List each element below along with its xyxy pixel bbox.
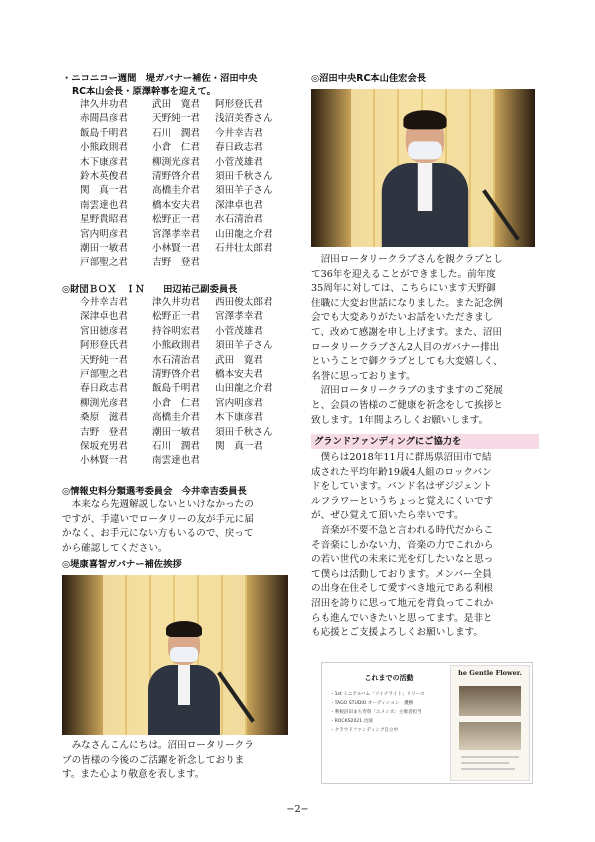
tsutsumi-body [62,739,294,783]
member-name: 戸部聖之君 [80,369,128,381]
name-row [80,184,294,198]
grand-line: 沼田を誇りに思って地元を背負ってこれか [311,597,494,609]
name-row [80,156,294,170]
name-row [80,213,294,227]
member-name: 今井幸吉君 [215,127,263,139]
flyer-text [330,673,448,736]
member-name: 吉野 登君 [80,426,128,438]
name-row [80,411,294,425]
info-body [62,498,294,556]
member-name: 潮田一敏君 [80,243,128,255]
member-name: 橋本安夫君 [215,369,263,381]
name-row [80,354,294,368]
member-name: 星野貴昭君 [80,214,128,226]
member-name: 鈴木英俊君 [80,171,128,183]
member-name: 津久井功君 [80,99,128,110]
grand-line: も応援とご支援よろしくお願いします。 [311,627,483,639]
name-row [80,98,294,112]
member-name: 今井幸吉君 [80,297,128,308]
name-row [80,440,294,454]
name-row [80,454,294,468]
member-name: 柳渕光彦君 [80,397,128,409]
info-line: 本来なら先週解説しないといけなかったの [71,499,254,510]
grand-section [311,434,539,641]
nico-heading [62,72,294,98]
name-row [80,368,294,382]
flyer-item: ・ROCKS2021 出演 [330,719,373,724]
name-row [80,310,294,324]
speaker-figure [382,115,468,247]
member-name: 飯島千明君 [80,127,128,139]
motoyama-section [311,72,539,428]
member-name: 関 真一君 [215,441,263,453]
motoyama-line: 沼田ロータリークラブさんを親クラブとし [320,254,503,265]
box-section [62,283,294,469]
member-name: 阿形登氏君 [80,340,128,352]
member-name: 石井壮太郎君 [215,243,273,255]
member-name: 高橋圭介君 [152,185,200,197]
flyer-item: ・1st ミニアルバム「ソイナライト」リリース [330,692,425,697]
motoyama-line: 35周年に対しては、こちらにいます天野御 [311,283,496,295]
member-name: 松野正一君 [152,311,200,323]
grand-line: 成された平均年齢19歳4人組のロックバン [311,466,492,478]
member-name: 南雲達也君 [80,199,128,211]
motoyama-heading: ◎沼田中央RC本山佳宏会長 [311,73,427,84]
motoyama-line: と、会員の皆様のご健康を祈念をして挨拶と [311,399,503,411]
member-name: 小林賢一君 [80,455,128,467]
name-row [80,112,294,126]
member-name: 橋本安夫君 [152,199,200,211]
name-row [80,426,294,440]
nico-section [62,72,294,271]
member-name: 柳渕光彦君 [152,156,200,168]
motoyama-line: 致します。1年間よろしくお願いします。 [311,414,489,426]
member-name: 水石清治君 [215,214,263,226]
member-name: 小林賢一君 [152,243,200,255]
name-row [80,339,294,353]
grand-line: らも進んでいきたいと思ってます。是非と [311,612,493,624]
member-name: 持谷明宏君 [152,325,200,337]
band-photo [459,686,521,716]
member-name: 天野純一君 [80,354,128,366]
name-row [80,382,294,396]
member-name: 吉野 登君 [152,257,200,269]
member-name: 高橋圭介君 [152,412,200,424]
member-name: 須田羊子さん [215,340,273,352]
member-name: 宮田徳彦君 [80,325,128,337]
member-name: 飯島千明君 [152,383,200,395]
member-name: 武田 寛君 [152,99,200,110]
box-name-list [80,296,294,469]
member-name: 春日政志君 [80,383,128,395]
info-line: ですが、手違いでロータリーの友が手元に届 [62,513,254,525]
member-name: 宮澤孝幸君 [215,311,263,323]
member-name: 小倉 仁君 [152,142,200,154]
nico-name-list [80,98,294,271]
member-name: 山田龍之介君 [215,228,273,240]
member-name: 小熊政則君 [152,340,200,352]
member-name: 桑原 滋君 [80,412,128,424]
member-name: 小熊政則君 [80,142,128,154]
band-photo [459,722,521,750]
member-name: 浅沼美香さん [215,113,273,125]
member-name: 小菅茂雄君 [215,325,263,337]
member-name [215,454,294,468]
name-row [80,242,294,256]
band-poster [450,665,530,781]
name-row [80,141,294,155]
grand-heading: グランドファンディングにご協力を [311,434,539,449]
band-name: he Gentle Flower. [458,669,522,677]
motoyama-line: 会でも大変ありがたいお話をいただきまし [311,312,494,324]
member-name: 宮澤孝幸君 [152,228,200,240]
motoyama-line: ロータリークラブさん2人目のガバナー排出 [311,341,500,353]
member-name: 西田俊太郎君 [215,297,273,308]
flyer-title: これまでの活動 [364,674,414,682]
member-name: 清野啓介君 [152,171,200,183]
name-row [80,228,294,242]
grand-line: 音楽が不要不急と言われる時代だからこ [320,524,494,536]
member-name: 須田千秋さん [215,171,273,183]
motoyama-body [311,253,539,428]
motoyama-line: て36年を迎えることができました。前年度 [311,268,496,280]
member-name: 須田羊子さん [215,185,273,197]
member-name [215,256,294,270]
member-name: 深津卓也君 [215,199,263,211]
member-name: 山田龍之介君 [215,383,273,395]
member-name: 武田 寛君 [215,354,263,366]
member-name: 石川 潤君 [152,441,200,453]
motoyama-line: 住職に大変お世話になりました。また記念例 [311,297,503,309]
motoyama-line: 名誉に思っております。 [311,370,416,382]
member-name: 宮内明彦君 [80,228,128,240]
member-name: 清野啓介君 [152,369,200,381]
member-name: 須田千秋さん [215,426,273,438]
member-name: 阿形登氏君 [215,99,263,110]
member-name: 木下康彦君 [215,412,263,424]
member-name: 石川 潤君 [152,127,200,139]
grand-line: が、ぜひ覚えて頂いたら幸いです。 [311,510,464,522]
name-row [80,170,294,184]
member-name: 深津卓也君 [80,311,128,323]
member-name: 松野正一君 [152,214,200,226]
member-name: 南雲達也君 [152,455,200,467]
member-name: 津久井功君 [152,297,200,308]
grand-line: 僕らは2018年11月に群馬県沼田市で結 [320,452,492,463]
page-number: −2− [286,804,309,815]
info-line: から確認してください。 [62,542,168,554]
flyer-item: ・クラウドファンディング自立中 [330,728,399,733]
motoyama-line: て、改めて感謝を申し上げます。また、沼田 [311,326,502,338]
flyer-item: ・TAGO STUDIO オーディション 優勝 [330,701,414,706]
grand-line: そ音楽にしかない力、音楽の力でこれから [311,539,494,551]
info-heading: ◎情報史料分類選考委員会 今井幸吉委員長 [62,486,247,497]
name-row [80,296,294,310]
info-line: かなく、お手元にない方もいるので、戻って [62,528,254,540]
member-name: 潮田一敏君 [152,426,200,438]
name-row [80,397,294,411]
member-name: 保坂充男君 [80,441,128,453]
member-name: 小倉 仁君 [152,397,200,409]
member-name: 関 真一君 [80,185,128,197]
speaker-figure [148,625,220,735]
member-name: 宮内明彦君 [215,397,263,409]
member-name: 戸部聖之君 [80,257,128,269]
box-heading: ◎財団ＢＯＸ ＩＮ 田辺祐己副委員長 [62,284,238,295]
tsutsumi-line: ブの皆様の今後のご活躍を祈念しておりま [62,754,245,766]
nico-heading-line1: ・ニコニコー週間 堤ガバナー補佐・沼田中央 [62,73,258,84]
name-row [80,127,294,141]
motoyama-line: ということで御クラブとしても大変嬉しく、 [311,356,503,368]
grand-line: の若い世代の未来に光を灯したいなと思っ [311,554,494,566]
info-section [62,485,294,556]
name-row [80,325,294,339]
name-row [80,256,294,270]
flyer-item: ・利根沼田まち寿祭「ユメシズ」主催者担当 [330,710,422,715]
grand-line: ドをしています。バンド名はザジジェント [311,481,492,493]
motoyama-line: 沼田ロータリークラブのますますのご発展 [320,385,503,397]
tsutsumi-photo [62,575,288,735]
motoyama-photo [311,89,535,247]
nico-heading-line2: RC本山会長・原澤幹事を迎えて。 [72,86,216,97]
grand-line: て僕らは活動しております。メンバー全員 [311,568,492,580]
tsutsumi-heading: ◎堤康喜智ガバナー補佐挨拶 [62,559,182,570]
activity-flyer [321,662,533,784]
member-name: 天野純一君 [152,113,200,125]
member-name: 水石清治君 [152,354,200,366]
grand-body [311,451,539,641]
name-row [80,199,294,213]
grand-line: ルフラワーというちょっと覚えにくいです [311,495,494,507]
grand-line: の出身在住そして愛すべき地元である利根 [311,583,494,595]
member-name: 春日政志君 [215,142,263,154]
tsutsumi-line: す。また心より敬意を表します。 [62,769,205,781]
tsutsumi-section [62,558,294,783]
member-name: 赤間昌彦君 [80,113,128,125]
member-name: 木下康彦君 [80,156,128,168]
tsutsumi-line: みなさんこんにちは。沼田ロータリークラ [71,740,254,751]
member-name: 小菅茂雄君 [215,156,263,168]
